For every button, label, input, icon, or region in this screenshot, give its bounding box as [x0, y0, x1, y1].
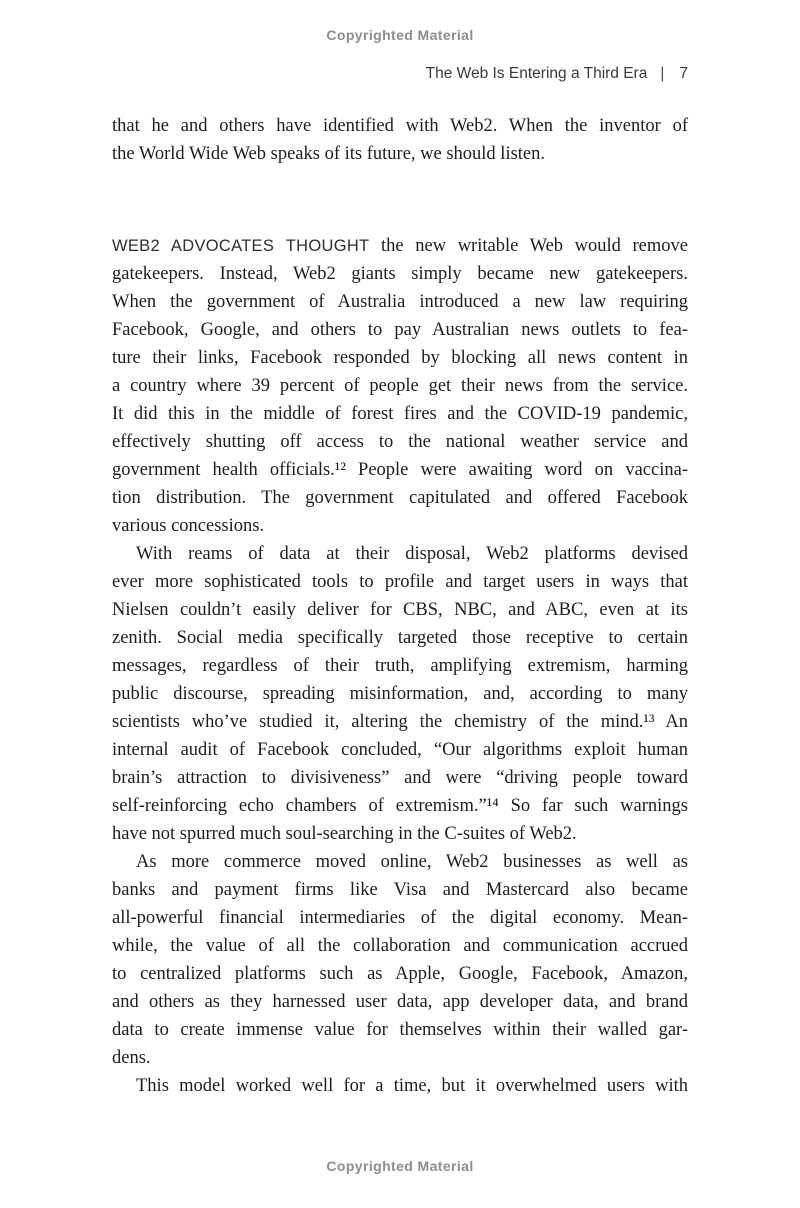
- text-line: scientists who’ve studied it, altering the chemistry of the mind.¹³ An: [112, 712, 688, 732]
- text-line: the World Wide Web speaks of its future, we should listen.: [112, 144, 546, 164]
- text-line: brain’s attraction to divisiveness” and were “driving people toward: [112, 768, 688, 788]
- text-line: When the government of Australia introduced a new law requiring: [112, 292, 688, 312]
- text-line: that he and others have identified with Web2. When the inventor of: [112, 116, 688, 136]
- running-head-separator: |: [660, 65, 665, 82]
- paragraph: [112, 540, 688, 848]
- text-line: self-reinforcing echo chambers of extremism.”¹⁴ So far such warnings: [112, 796, 688, 816]
- text-line: ture their links, Facebook responded by blocking all news content in: [112, 348, 688, 368]
- paragraph: [112, 232, 688, 540]
- running-head: [426, 65, 688, 83]
- text-line: messages, regardless of their truth, amplifying extremism, harming: [112, 656, 688, 676]
- text-line: Facebook, Google, and others to pay Australian news outlets to fea-: [112, 320, 688, 340]
- text-line: ever more sophisticated tools to profile and target users in ways that: [112, 572, 688, 592]
- text-line: have not spurred much soul-searching in the C-suites of Web2.: [112, 824, 577, 844]
- text-line: internal audit of Facebook concluded, “Our algorithms exploit human: [112, 740, 688, 760]
- text-line: It did this in the middle of forest fires and the COVID-19 pandemic,: [112, 404, 688, 424]
- text-line: As more commerce moved online, Web2 businesses as well as: [136, 852, 688, 872]
- text-line: all-powerful financial intermediaries of the digital economy. Mean-: [112, 908, 688, 928]
- text-line: while, the value of all the collaboration and communication accrued: [112, 936, 688, 956]
- text-line: to centralized platforms such as Apple, Google, Facebook, Amazon,: [112, 964, 688, 984]
- text-line: With reams of data at their disposal, Web2 platforms devised: [136, 544, 688, 564]
- paragraph: [112, 848, 688, 1072]
- paragraph: [112, 112, 688, 168]
- copyright-notice-top: Copyrighted Material: [326, 27, 474, 43]
- text-line: government health officials.¹² People were awaiting word on vaccina-: [112, 460, 688, 480]
- text-line: and others as they harnessed user data, app developer data, and brand: [112, 992, 688, 1012]
- page-number: 7: [679, 65, 688, 82]
- text-line: effectively shutting off access to the national weather service and: [112, 432, 688, 452]
- text-line: tion distribution. The government capitulated and offered Facebook: [112, 488, 688, 508]
- text-line: a country where 39 percent of people get their news from the service.: [112, 376, 688, 396]
- text-line: zenith. Social media specifically targeted those receptive to certain: [112, 628, 688, 648]
- text-line: data to create immense value for themselves within their walled gar-: [112, 1020, 688, 1040]
- text-line: Nielsen couldn’t easily deliver for CBS, NBC, and ABC, even at its: [112, 600, 688, 620]
- text-line: WEB2 ADVOCATES THOUGHT the new writable Web would remove: [112, 236, 688, 256]
- section-opener-caps: WEB2 ADVOCATES THOUGHT: [112, 237, 370, 255]
- text-line: public discourse, spreading misinformation, and, according to many: [112, 684, 688, 704]
- text-line: This model worked well for a time, but it overwhelmed users with: [136, 1076, 688, 1096]
- paragraph: [112, 1072, 688, 1100]
- text-line: banks and payment firms like Visa and Mastercard also became: [112, 880, 688, 900]
- page-body: [112, 112, 688, 1100]
- running-head-title: The Web Is Entering a Third Era: [425, 65, 648, 82]
- copyright-notice-bottom: Copyrighted Material: [326, 1158, 474, 1174]
- text-line: dens.: [112, 1048, 151, 1068]
- text-line: gatekeepers. Instead, Web2 giants simply became new gatekeepers.: [112, 264, 688, 284]
- text-line: various concessions.: [112, 516, 265, 536]
